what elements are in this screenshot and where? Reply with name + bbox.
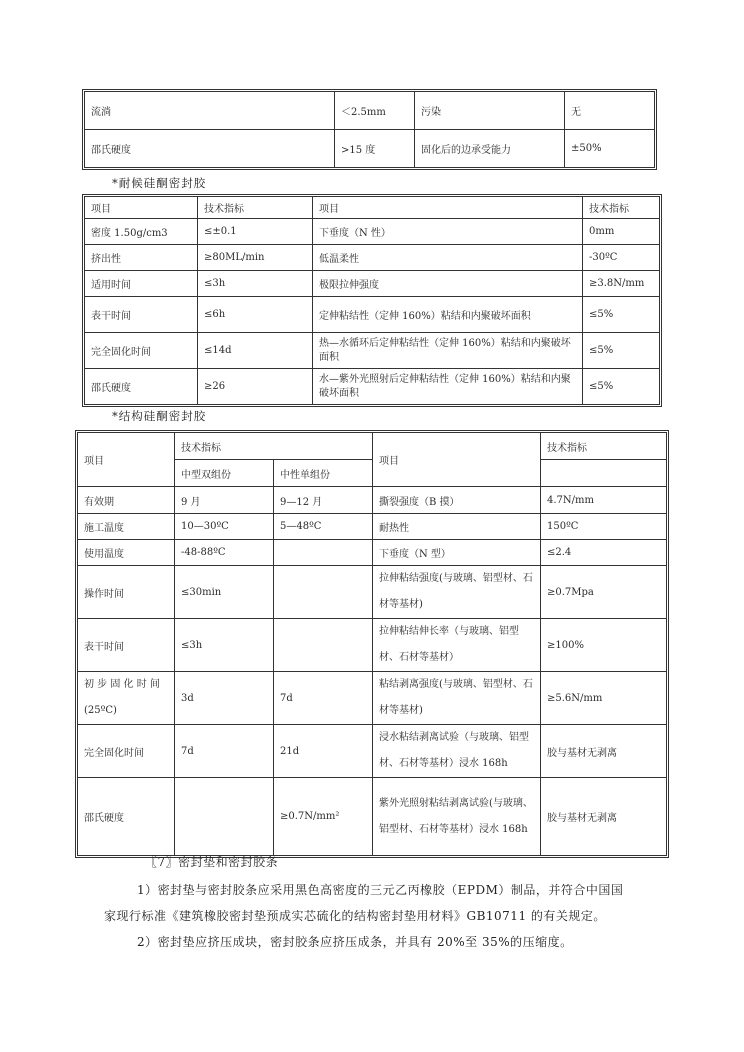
table-row [85,92,655,130]
cell: 9—12 月 [274,487,373,514]
cell: 胶与基材无剥离 [541,725,667,778]
cell: ±50% [565,130,655,168]
cell: ≤30min [175,566,274,619]
header-cell: 中性单组份 [274,460,373,487]
cell: -48-88ºC [175,540,274,566]
cell: 流淌 [85,92,335,130]
cell: ≥80ML/min [198,245,313,271]
cell: 下垂度（N 性） [313,219,583,245]
cell: 邵氏硬度 [78,778,175,856]
cell: 3d [175,672,274,725]
header-cell: 项目 [85,197,198,219]
cell: 4.7N/mm [541,487,667,514]
cell: 施工温度 [78,514,175,540]
table-header-row [85,197,660,219]
table-row [85,219,660,245]
cell: ≥26 [198,369,313,405]
cell: 低温柔性 [313,245,583,271]
table-weather-sealant [84,196,660,405]
cell: ≥0.7N/mm² [274,778,373,856]
cell [274,566,373,619]
cell: ＜2.5mm [335,92,415,130]
cell: 极限拉伸强度 [313,271,583,297]
table-header-row [78,433,667,460]
table-row [78,540,667,566]
paragraph-2: 2）密封垫应挤压成块，密封胶条应挤压成条，并具有 20%至 35%的压缩度。 [137,935,573,949]
table-row [78,566,667,619]
cell: 污染 [415,92,565,130]
table-row [78,725,667,778]
paragraph-1-line-1: 1）密封垫与密封胶条应采用黑色高密度的三元乙丙橡胶（EPDM）制品，并符合中国国 [137,883,624,897]
cell: ≥0.7Mpa [541,566,667,619]
caption-weather-sealant: *耐候硅酮密封胶 [112,176,207,190]
cell: 密度 1.50g/cm3 [85,219,198,245]
header-cell: 项目 [313,197,583,219]
cell: 使用温度 [78,540,175,566]
table-row [78,487,667,514]
cell: 胶与基材无剥离 [541,778,667,856]
cell: 水—紫外光照射后定伸粘结性（定伸 160%）粘结和内聚破坏面积 [319,373,571,399]
header-cell: 项目 [373,433,541,487]
table-row [78,778,667,856]
cell: 9 月 [175,487,274,514]
cell: 紫外光照射粘结剥离试验(与玻璃、铝型材、石材等基材）浸水 168h [373,778,541,856]
cell: ≤5% [583,369,660,405]
cell: 下垂度（N 型） [373,540,541,566]
cell: 7d [274,672,373,725]
cell: 表干时间 [85,297,198,333]
cell: 邵氏硬度 [85,369,198,405]
cell: 粘结剥离强度(与玻璃、铝型材、石材等基材) [373,672,541,725]
table-row [85,297,660,333]
header-cell-empty [541,460,667,487]
table-sealant-properties [84,91,655,168]
cell: 固化后的边承受能力 [415,130,565,168]
cell: 耐热性 [373,514,541,540]
cell: 10—30ºC [175,514,274,540]
cell: ≥100% [541,619,667,672]
cell: 150ºC [541,514,667,540]
header-cell: 技术指标 [175,433,373,460]
cell: ≤5% [583,333,660,369]
cell: ≤3h [175,619,274,672]
cell [274,540,373,566]
cell: ≤2.4 [541,540,667,566]
cell: ≥5.6N/mm [541,672,667,725]
header-cell: 技术指标 [583,197,660,219]
cell: 热—水循环后定伸粘结性（定伸 160%）粘结和内聚破坏面积 [319,337,571,363]
table-row [85,130,655,168]
cell: ≤14d [198,333,313,369]
cell: 操作时间 [78,566,175,619]
cell: 21d [274,725,373,778]
cell: 拉伸粘结强度(与玻璃、铝型材、石材等基材) [373,566,541,619]
table-row [78,514,667,540]
table-row [78,672,667,725]
cell: ≥3.8N/mm [583,271,660,297]
cell: 撕裂强度（B 摸） [373,487,541,514]
cell: 适用时间 [85,271,198,297]
cell: 完全固化时间 [85,333,198,369]
cell-wrap [313,369,583,405]
cell-wrap [313,333,583,369]
cell [274,619,373,672]
cell: ≤3h [198,271,313,297]
header-cell: 中型双组份 [175,460,274,487]
cell: -30ºC [583,245,660,271]
cell: 表干时间 [78,619,175,672]
header-cell: 技术指标 [541,433,667,460]
table-row [85,333,660,369]
cell: 无 [565,92,655,130]
cell: 7d [175,725,274,778]
cell: ≤±0.1 [198,219,313,245]
header-cell: 项目 [78,433,175,487]
cell: 5—48ºC [274,514,373,540]
table-row [85,245,660,271]
cell: 挤出性 [85,245,198,271]
cell: >15 度 [335,130,415,168]
cell: 浸水粘结剥离试验（与玻璃、铝型材、石材等基材）浸水 168h [373,725,541,778]
cell [175,778,274,856]
header-cell: 技术指标 [198,197,313,219]
cell: ≤6h [198,297,313,333]
table-row [85,271,660,297]
cell: 有效期 [78,487,175,514]
cell: 邵氏硬度 [85,130,335,168]
cell: 0mm [583,219,660,245]
caption-structural-sealant: *结构硅酮密封胶 [112,409,207,423]
paragraph-1-line-2: 家现行标准《建筑橡胶密封垫预成实芯硫化的结构密封垫用材料》GB10711 的有关规定。 [104,909,606,923]
table-row [78,619,667,672]
table-structural-sealant [77,432,667,856]
cell: ≤5% [583,297,660,333]
cell: 定伸粘结性（定伸 160%）粘结和内聚破坏面积 [313,297,583,333]
cell: 完全固化时间 [78,725,175,778]
cell: 初 步 固 化 时 间 (25ºC) [78,672,175,725]
table-row [85,369,660,405]
cell: 拉伸粘结伸长率（与玻璃、铝型材、石材等基材） [373,619,541,672]
section-heading: 〖7〗密封垫和密封胶条 [145,855,279,869]
